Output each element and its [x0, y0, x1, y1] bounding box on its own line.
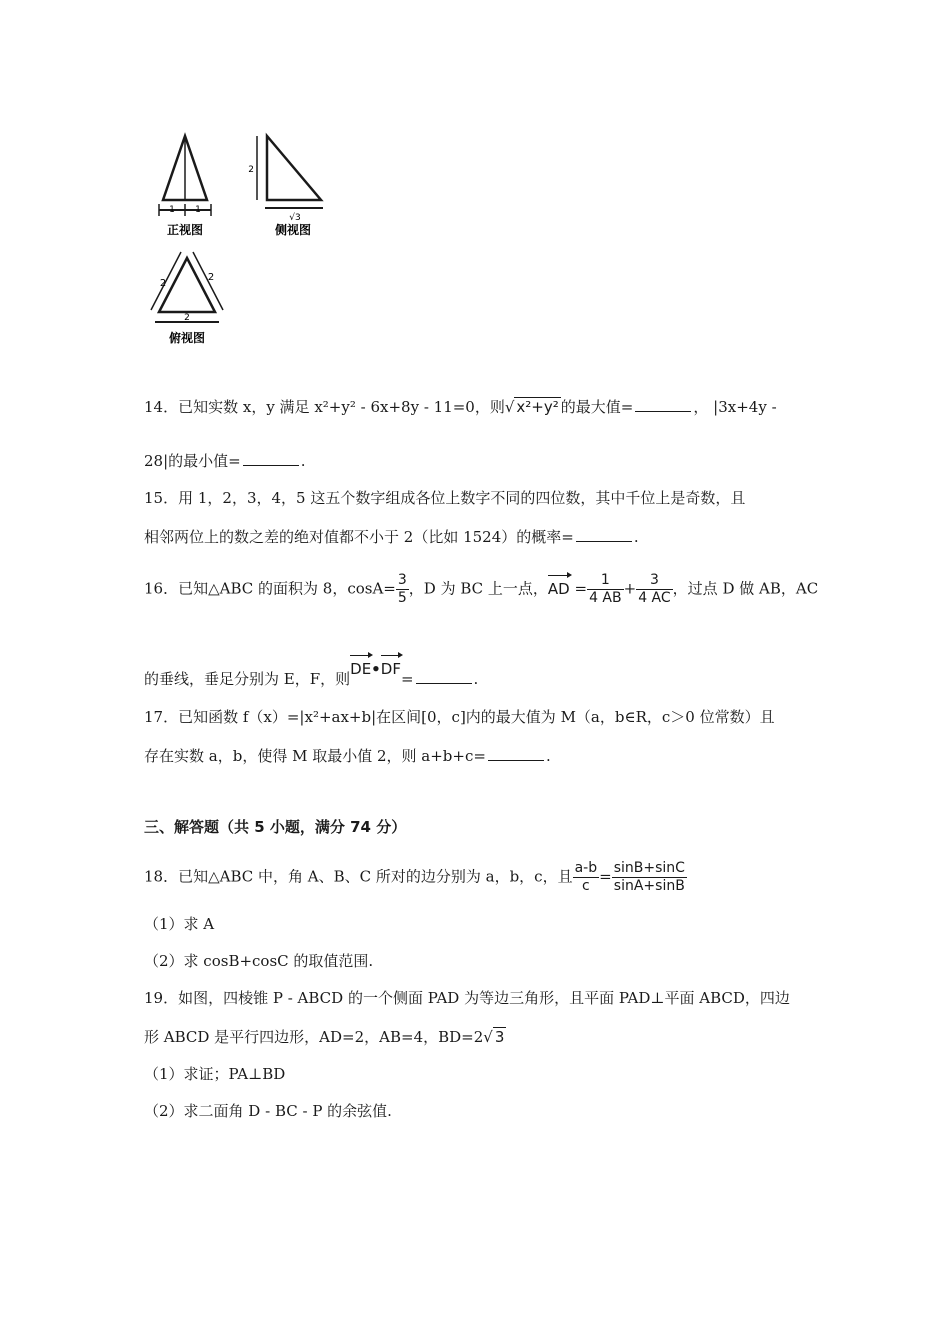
q17-line2: 存在实数 a，b，使得 M 取最小值 2，则 a+b+c= .: [144, 747, 551, 765]
q18-rhs-fraction: $\frac{\sin B+\sin C}{\sin A+\sin B}$: [613, 860, 685, 894]
q16-blank[interactable]: [416, 669, 472, 684]
q14-after-sqrt: 的最大值=: [560, 398, 634, 416]
three-view-figure: [145, 128, 345, 348]
q18-part1: （1）求 A: [144, 915, 215, 933]
top-view-label: 俯视图: [168, 331, 206, 345]
q14-prefix: 14．已知实数 x，y 满足 x²+y² - 6x+8y - 11=0，则: [144, 398, 505, 416]
q16-line1: 16．已知△ABC 的面积为 8，cosA= $\frac{3}{5}$ ，D 为 BC 上一点，AD = $\frac{1}{4 AB}$ + $\frac{3}{4 AC}$ ，过点 D 做 AB，AC: [144, 572, 819, 606]
q19-line1: 19．如图，四棱锥 P - ABCD 的一个侧面 PAD 为等边三角形，且平面 PAD⊥平面 ABCD，四边: [144, 989, 790, 1007]
side-dim-base: √3: [289, 213, 301, 223]
q14-blank1[interactable]: [635, 397, 691, 412]
side-view-label: 侧视图: [274, 223, 312, 237]
q16-vec-ad: AD: [547, 579, 570, 598]
front-dim-right: 1: [195, 205, 201, 215]
q16-line2: 的垂线，垂足分别为 E，F，则DE•DF= .: [144, 660, 479, 688]
top-dim-right: 2: [207, 272, 215, 283]
q14-line2-start: 28|的最小值=: [144, 452, 241, 470]
q17-line1: 17．已知函数 f（x）=|x²+ax+b|在区间[0，c]内的最大值为 M（a，b∈R，c＞0 位常数）且: [144, 708, 775, 726]
q19-part1: （1）求证；PA⊥BD: [144, 1065, 286, 1083]
top-view-triangle: [159, 258, 215, 312]
q17-blank[interactable]: [488, 746, 544, 761]
q18-line1: 18．已知△ABC 中，角 A、B、C 所对的边分别为 a，b，c，且 $\frac{a-b}{c}$ = $\frac{\sin B+\sin C}{\sin A+\sin B}$: [144, 860, 685, 894]
q16-vec-df: DF: [380, 660, 401, 678]
q16-frac1: $\frac{1}{4 AB}$: [589, 572, 622, 606]
top-dim-left: 2: [159, 278, 167, 289]
q18-part2: （2）求 cosB+cosC 的取值范围.: [144, 952, 374, 970]
q19-part2: （2）求二面角 D - BC - P 的余弦值.: [144, 1102, 392, 1120]
section3-heading: 三、解答题（共 5 小题，满分 74 分）: [144, 818, 407, 836]
q16-cos-fraction: $\frac{3}{5}$: [397, 572, 407, 606]
q15-line1: 15．用 1，2，3，4，5 这五个数字组成各位上数字不同的四位数，其中千位上是奇数，且: [144, 489, 746, 507]
q16-frac2: $\frac{3}{4 AC}$: [638, 572, 671, 606]
q16-vec-de: DE: [350, 660, 372, 678]
q15-blank[interactable]: [576, 527, 632, 542]
q14-line1: 14．已知实数 x，y 满足 x²+y² - 6x+8y - 11=0，则√ x²+y² 的最大值= ， |3x+4y -: [144, 398, 777, 416]
q19-line2: 形 ABCD 是平行四边形，AD=2，AB=4，BD=2√ 3: [144, 1028, 505, 1046]
three-view-drawing: [145, 128, 345, 348]
front-view-label: 正视图: [166, 223, 204, 237]
q14-sqrt: √ x²+y²: [504, 398, 559, 416]
q15-line2: 相邻两位上的数之差的绝对值都不小于 2（比如 1524）的概率= .: [144, 528, 639, 546]
top-dim-bottom: 2: [184, 313, 190, 323]
q14-blank2[interactable]: [243, 451, 299, 466]
side-dim-height: 2: [248, 165, 254, 175]
q19-sqrt: √ 3: [483, 1028, 505, 1046]
q18-lhs-fraction: $\frac{a-b}{c}$: [574, 860, 598, 894]
side-view-triangle: [267, 136, 321, 200]
q14-line2: 28|的最小值= .: [144, 452, 306, 470]
q14-abs-start: |3x+4y -: [713, 398, 777, 416]
front-dim-left: 1: [169, 205, 175, 215]
